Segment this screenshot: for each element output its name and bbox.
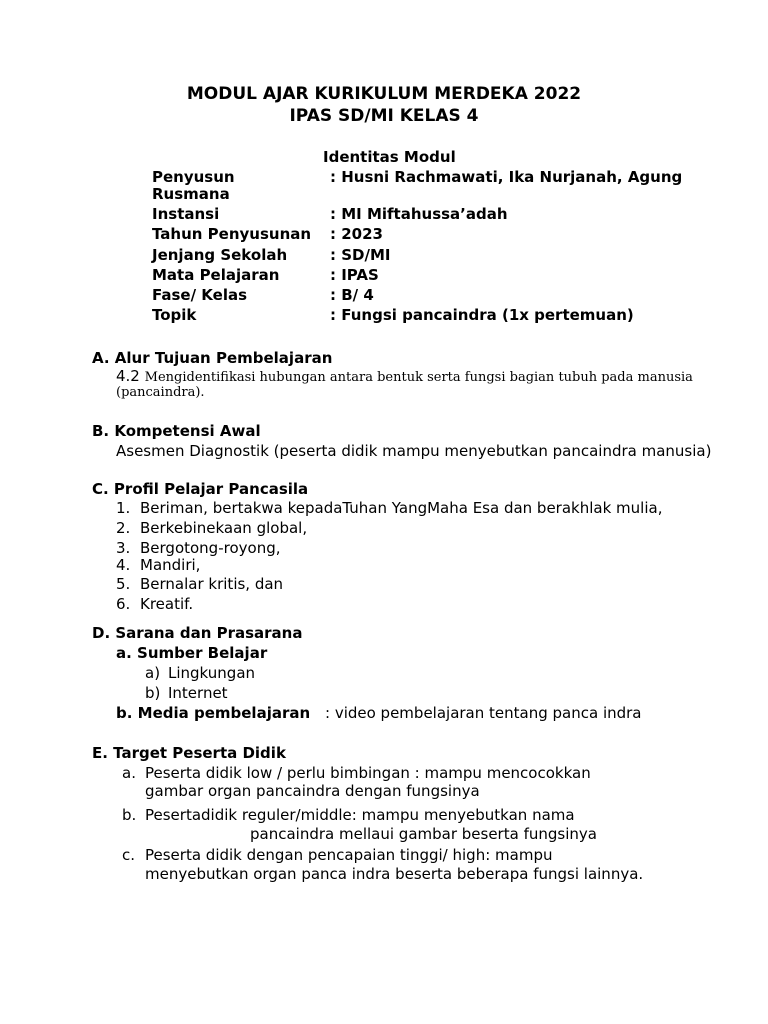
penyusun-label: Penyusun — [152, 168, 235, 186]
section-d-sub-b-text: : video pembelajaran tentang panca indra — [325, 704, 642, 722]
jenjang-value: : SD/MI — [330, 246, 391, 264]
list-item-text: Bergotong-royong, — [140, 539, 281, 557]
section-d-sub-b-label: b. Media pembelajaran — [116, 704, 311, 722]
list-item-text: Bernalar kritis, dan — [140, 575, 284, 593]
section-a-text2: (pancaindra). — [116, 385, 205, 400]
list-item-text: Internet — [168, 684, 228, 702]
list-number: 2. — [116, 519, 131, 537]
list-item-text: Mandiri, — [140, 556, 201, 574]
fase-label: Fase/ Kelas — [152, 286, 248, 304]
section-a-heading: A. Alur Tujuan Pembelajaran — [92, 349, 333, 367]
list-item-text: Beriman, bertakwa kepadaTuhan YangMaha Esa dan berakhlak mulia, — [140, 499, 663, 517]
section-b-text: Asesmen Diagnostik (peserta didik mampu menyebutkan pancaindra manusia) — [116, 442, 712, 460]
penyusun-value: : Husni Rachmawati, Ika Nurjanah, Agung — [330, 168, 683, 186]
section-a-text1: Mengidentifikasi hubungan antara bentuk serta fungsi bagian tubuh pada manusia — [144, 370, 693, 385]
fase-value: : B/ 4 — [330, 286, 374, 304]
target-a-line1: Peserta didik low / perlu bimbingan : mampu mencocokkan — [145, 764, 591, 782]
list-item — [116, 518, 130, 538]
target-b-line2: pancaindra mellaui gambar beserta fungsinya — [250, 825, 597, 843]
identitas-heading: Identitas Modul — [323, 148, 456, 166]
tahun-label: Tahun Penyusunan — [152, 225, 312, 243]
list-number: 1. — [116, 499, 131, 517]
list-number: c. — [122, 846, 136, 864]
section-a-number: 4.2 — [116, 367, 140, 385]
topik-label: Topik — [152, 306, 197, 324]
document-title-line1: MODUL AJAR KURIKULUM MERDEKA 2022 — [186, 84, 582, 104]
list-number: a) — [145, 664, 161, 682]
penyusun-value-cont: Rusmana — [152, 185, 230, 203]
instansi-value: : MI Miftahussa’adah — [330, 205, 508, 223]
list-number: b) — [145, 684, 161, 702]
list-number: 6. — [116, 595, 131, 613]
section-d-heading: D. Sarana dan Prasarana — [92, 624, 303, 642]
list-item — [116, 574, 130, 594]
instansi-label: Instansi — [152, 205, 220, 223]
target-a-line2: gambar organ pancaindra dengan fungsinya — [145, 782, 480, 800]
list-item-text: Lingkungan — [168, 664, 256, 682]
target-c-line2: menyebutkan organ panca indra beserta beberapa fungsi lainnya. — [145, 865, 644, 883]
list-item — [116, 555, 130, 575]
document-title-line2: IPAS SD/MI KELAS 4 — [289, 106, 479, 126]
target-b-line1: Pesertadidik reguler/middle: mampu menyebutkan nama — [145, 806, 575, 824]
list-number: 3. — [116, 539, 131, 557]
tahun-value: : 2023 — [330, 225, 383, 243]
section-b-heading: B. Kompetensi Awal — [92, 422, 261, 440]
section-d-sub-a: a. Sumber Belajar — [116, 644, 268, 662]
list-item-text: Kreatif. — [140, 595, 194, 613]
topik-value: : Fungsi pancaindra (1x pertemuan) — [330, 306, 634, 324]
list-item — [116, 498, 130, 518]
list-number: b. — [122, 806, 137, 824]
list-number: 5. — [116, 575, 131, 593]
section-c-heading: C. Profil Pelajar Pancasila — [92, 480, 309, 498]
list-number: a. — [122, 764, 136, 782]
mapel-label: Mata Pelajaran — [152, 266, 280, 284]
mapel-value: : IPAS — [330, 266, 379, 284]
list-item-text: Berkebinekaan global, — [140, 519, 308, 537]
list-item — [116, 594, 130, 614]
target-c-line1: Peserta didik dengan pencapaian tinggi/ high: mampu — [145, 846, 553, 864]
jenjang-label: Jenjang Sekolah — [152, 246, 288, 264]
section-e-heading: E. Target Peserta Didik — [92, 744, 286, 762]
list-number: 4. — [116, 556, 131, 574]
